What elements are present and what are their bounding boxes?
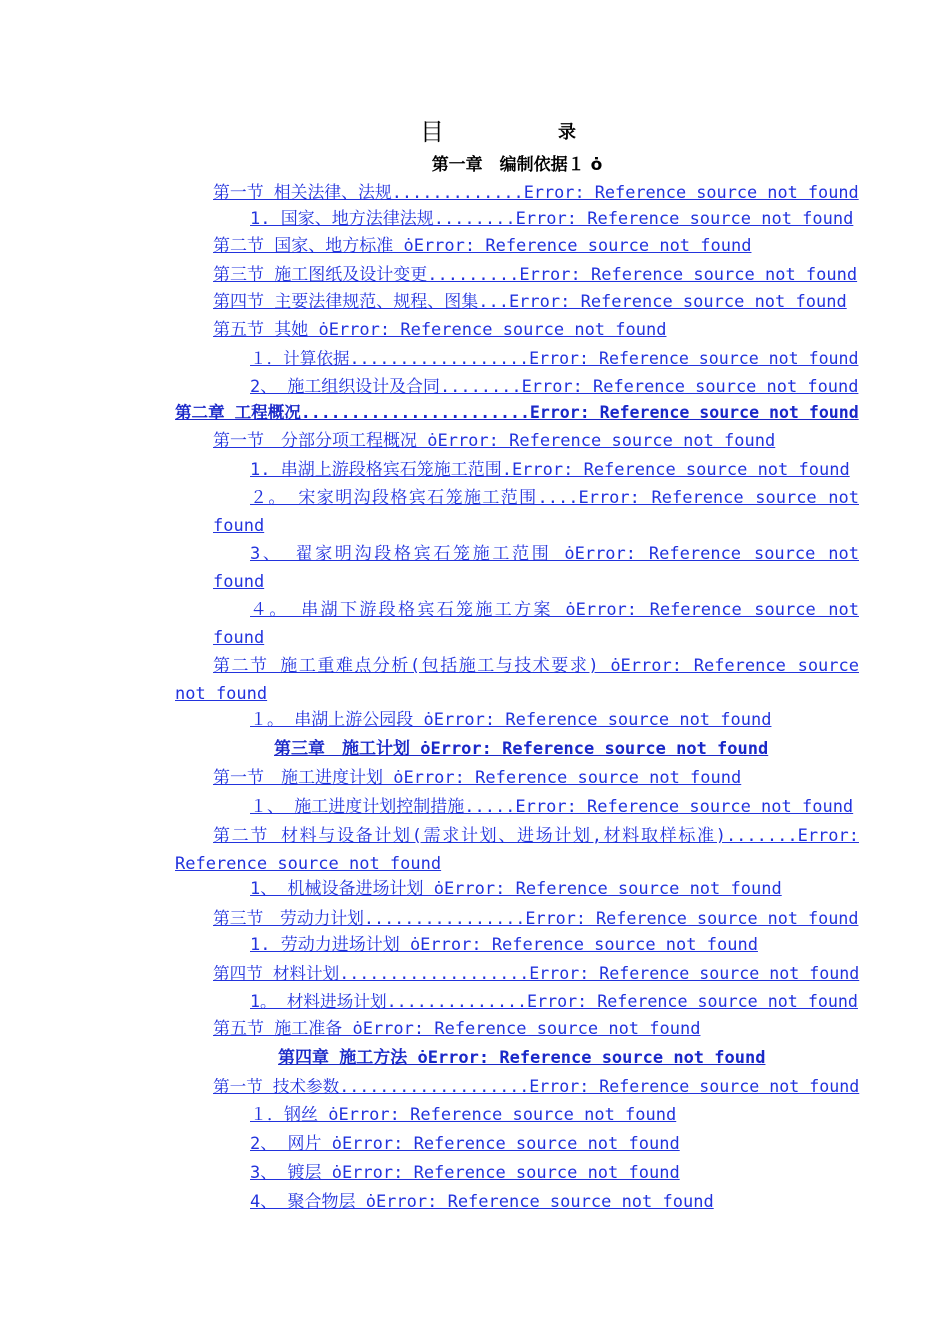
toc-link[interactable]: 第一节 技术参数...................Error: Reference source not found xyxy=(213,1077,860,1096)
toc-link-chapter[interactable]: 第三章 施工计划 ȯError: Reference source not found xyxy=(274,739,769,759)
toc-link[interactable]: ４。 串湖下游段格宾石笼施工方案 ȯError: Reference source not found xyxy=(213,600,859,648)
toc-link[interactable]: 第一节 施工进度计划 ȯError: Reference source not found xyxy=(213,768,742,788)
toc-link[interactable]: 第五节 施工准备 ȯError: Reference source not found xyxy=(213,1019,701,1039)
toc-link-chapter[interactable]: 第四章 施工方法 ȯError: Reference source not found xyxy=(278,1048,766,1068)
toc-link[interactable]: １．计算依据..................Error: Reference source not found xyxy=(250,349,859,368)
toc-link[interactable]: １、 施工进度计划控制措施.....Error: Reference source not found xyxy=(250,797,854,817)
toc-link[interactable]: 3、 翟家明沟段格宾石笼施工范围 ȯError: Reference source not found xyxy=(213,544,859,592)
toc-link[interactable]: 第三节 劳动力计划................Error: Reference source not found xyxy=(213,908,859,928)
toc-link[interactable]: 第二节 国家、地方标准 ȯError: Reference source not found xyxy=(213,236,752,256)
toc-link[interactable]: 1. 串湖上游段格宾石笼施工范围.Error: Reference source not found xyxy=(250,460,850,480)
toc-link[interactable]: 第四节 主要法律规范、规程、图集...Error: Reference source not found xyxy=(213,292,847,312)
chapter-1-heading: 第一章 编制依据１ ȯ xyxy=(431,155,603,175)
toc-link[interactable]: １。 串湖上游公园段 ȯError: Reference source not found xyxy=(250,710,772,730)
toc-link[interactable]: １．钢丝 ȯError: Reference source not found xyxy=(250,1105,677,1125)
toc-link[interactable]: 1、 机械设备进场计划 ȯError: Reference source not found xyxy=(250,879,782,899)
toc-link[interactable]: 1. 劳动力进场计划 ȯError: Reference source not found xyxy=(250,935,758,955)
toc-title-part1: 目 xyxy=(420,118,444,146)
toc-link[interactable]: 2、 网片 ȯError: Reference source not found xyxy=(250,1134,680,1154)
toc-link[interactable]: 第三节 施工图纸及设计变更.........Error: Reference source not found xyxy=(213,265,858,285)
toc-link[interactable]: 1. 国家、地方法律法规........Error: Reference source not found xyxy=(250,209,854,229)
toc-link[interactable]: 4、 聚合物层 ȯError: Reference source not found xyxy=(250,1192,714,1212)
toc-link[interactable]: 3、 镀层 ȯError: Reference source not found xyxy=(250,1163,680,1183)
toc-link[interactable]: 1。 材料进场计划..............Error: Reference source not found xyxy=(250,992,858,1011)
toc-link[interactable]: 第四节 材料计划...................Error: Reference source not found xyxy=(213,964,860,983)
toc-link[interactable]: 第一节 相关法律、法规.............Error: Reference source not found xyxy=(213,182,859,202)
toc-link[interactable]: ２。 宋家明沟段格宾石笼施工范围....Error: Reference source not found xyxy=(213,488,859,536)
toc-link[interactable]: 第二节 施工重难点分析(包括施工与技术要求) ȯError: Reference source not found xyxy=(175,656,859,704)
toc-link[interactable]: 第五节 其她 ȯError: Reference source not found xyxy=(213,320,667,340)
toc-title xyxy=(420,112,600,146)
toc-link-chapter[interactable]: 第二章 工程概况.......................Error: Reference source not found xyxy=(175,403,859,422)
toc-title-part2: 录 xyxy=(558,122,576,143)
toc-link[interactable]: 第一节 分部分项工程概况 ȯError: Reference source not found xyxy=(213,431,776,451)
toc-link[interactable]: 第二节 材料与设备计划(需求计划、进场计划,材料取样标准).......Error: Reference source not found xyxy=(175,826,859,874)
toc-link[interactable]: 2、 施工组织设计及合同........Error: Reference source not found xyxy=(250,376,859,396)
